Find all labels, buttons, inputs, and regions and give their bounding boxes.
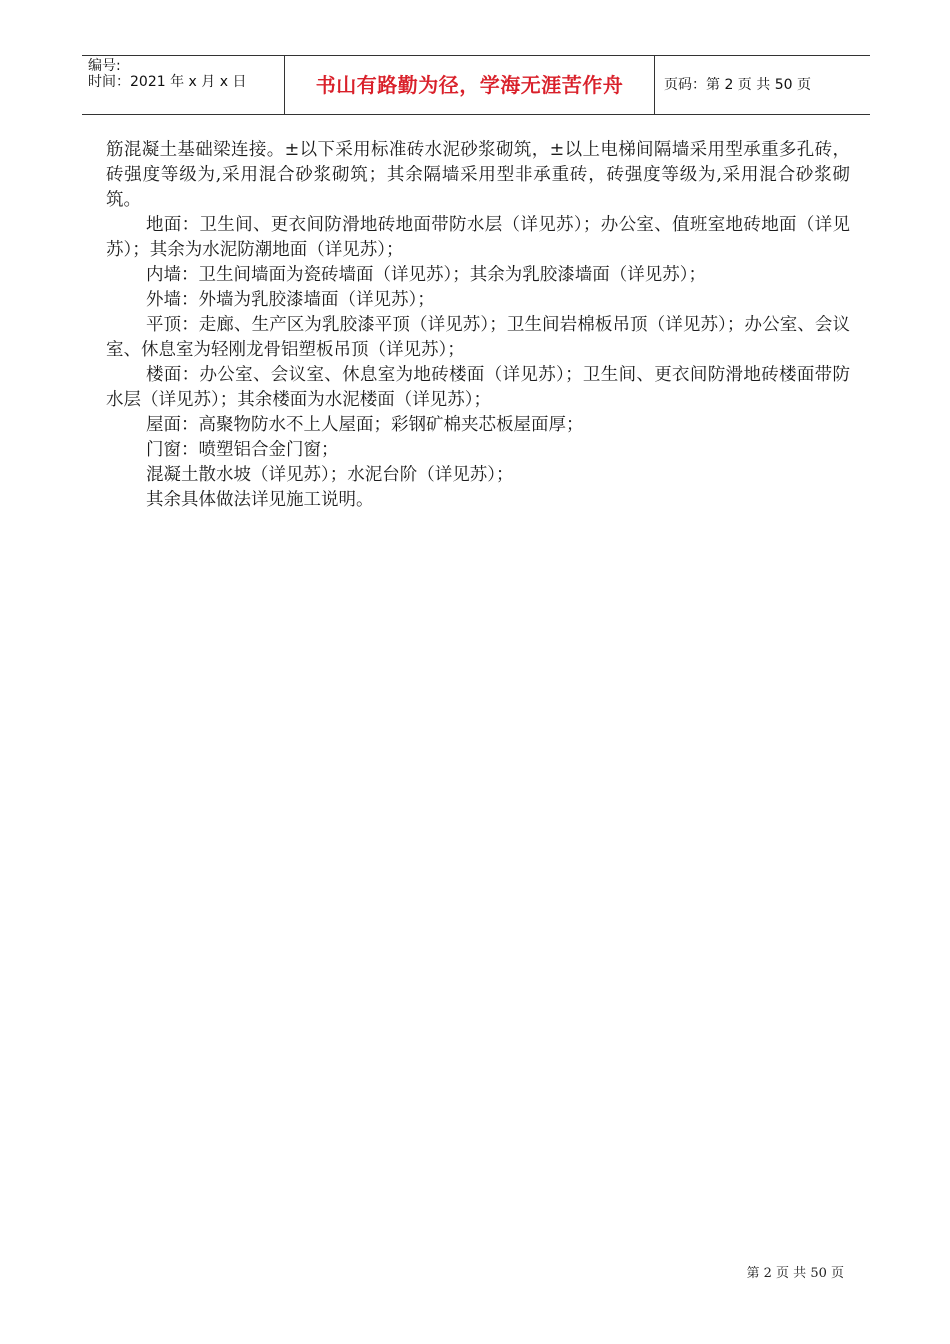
header-divider [654,56,655,114]
header-meta [88,58,284,90]
date-label: 时间：2021 年 x 月 x 日 [88,74,247,90]
body-paragraph: 外墙：外墙为乳胶漆墙面（详见苏）； [146,290,435,310]
body-paragraph: 楼面：办公室、会议室、休息室为地砖楼面（详见苏）；卫生间、更衣间防滑地砖楼面带防水层（详见苏）；其余楼面为水泥楼面（详见苏）； [106,365,850,410]
document-body [106,138,850,513]
header-motto: 书山有路勤为径，学海无涯苦作舟 [315,73,624,97]
page-header [82,55,870,115]
page-footer: 第 2 页 共 50 页 [746,1266,844,1281]
body-paragraph: 筋混凝土基础梁连接。±以下采用标准砖水泥砂浆砌筑，±以上电梯间隔墙采用型承重多孔砖，砖强度等级为,采用混合砂浆砌筑；其余隔墙采用型非承重砖，砖强度等级为,采用混合砂浆砌筑。 [106,140,850,210]
header-page-code: 页码：第 2 页 共 50 页 [664,77,811,93]
body-paragraph: 平顶：走廊、生产区为乳胶漆平顶（详见苏）；卫生间岩棉板吊顶（详见苏）；办公室、会议室、休息室为轻刚龙骨铝塑板吊顶（详见苏）； [106,315,850,360]
body-paragraph: 屋面：高聚物防水不上人屋面；彩钢矿棉夹芯板屋面厚； [146,415,584,435]
body-paragraph: 其余具体做法详见施工说明。 [146,490,374,510]
serial-number-label: 编号: [88,58,121,74]
body-paragraph: 混凝土散水坡（详见苏）；水泥台阶（详见苏）； [146,465,514,485]
body-paragraph: 内墙：卫生间墙面为瓷砖墙面（详见苏）；其余为乳胶漆墙面（详见苏）； [146,265,706,285]
body-paragraph: 地面：卫生间、更衣间防滑地砖地面带防水层（详见苏）；办公室、值班室地砖地面（详见苏）；其余为水泥防潮地面（详见苏）； [106,215,850,260]
body-paragraph: 门窗：喷塑铝合金门窗； [146,440,339,460]
